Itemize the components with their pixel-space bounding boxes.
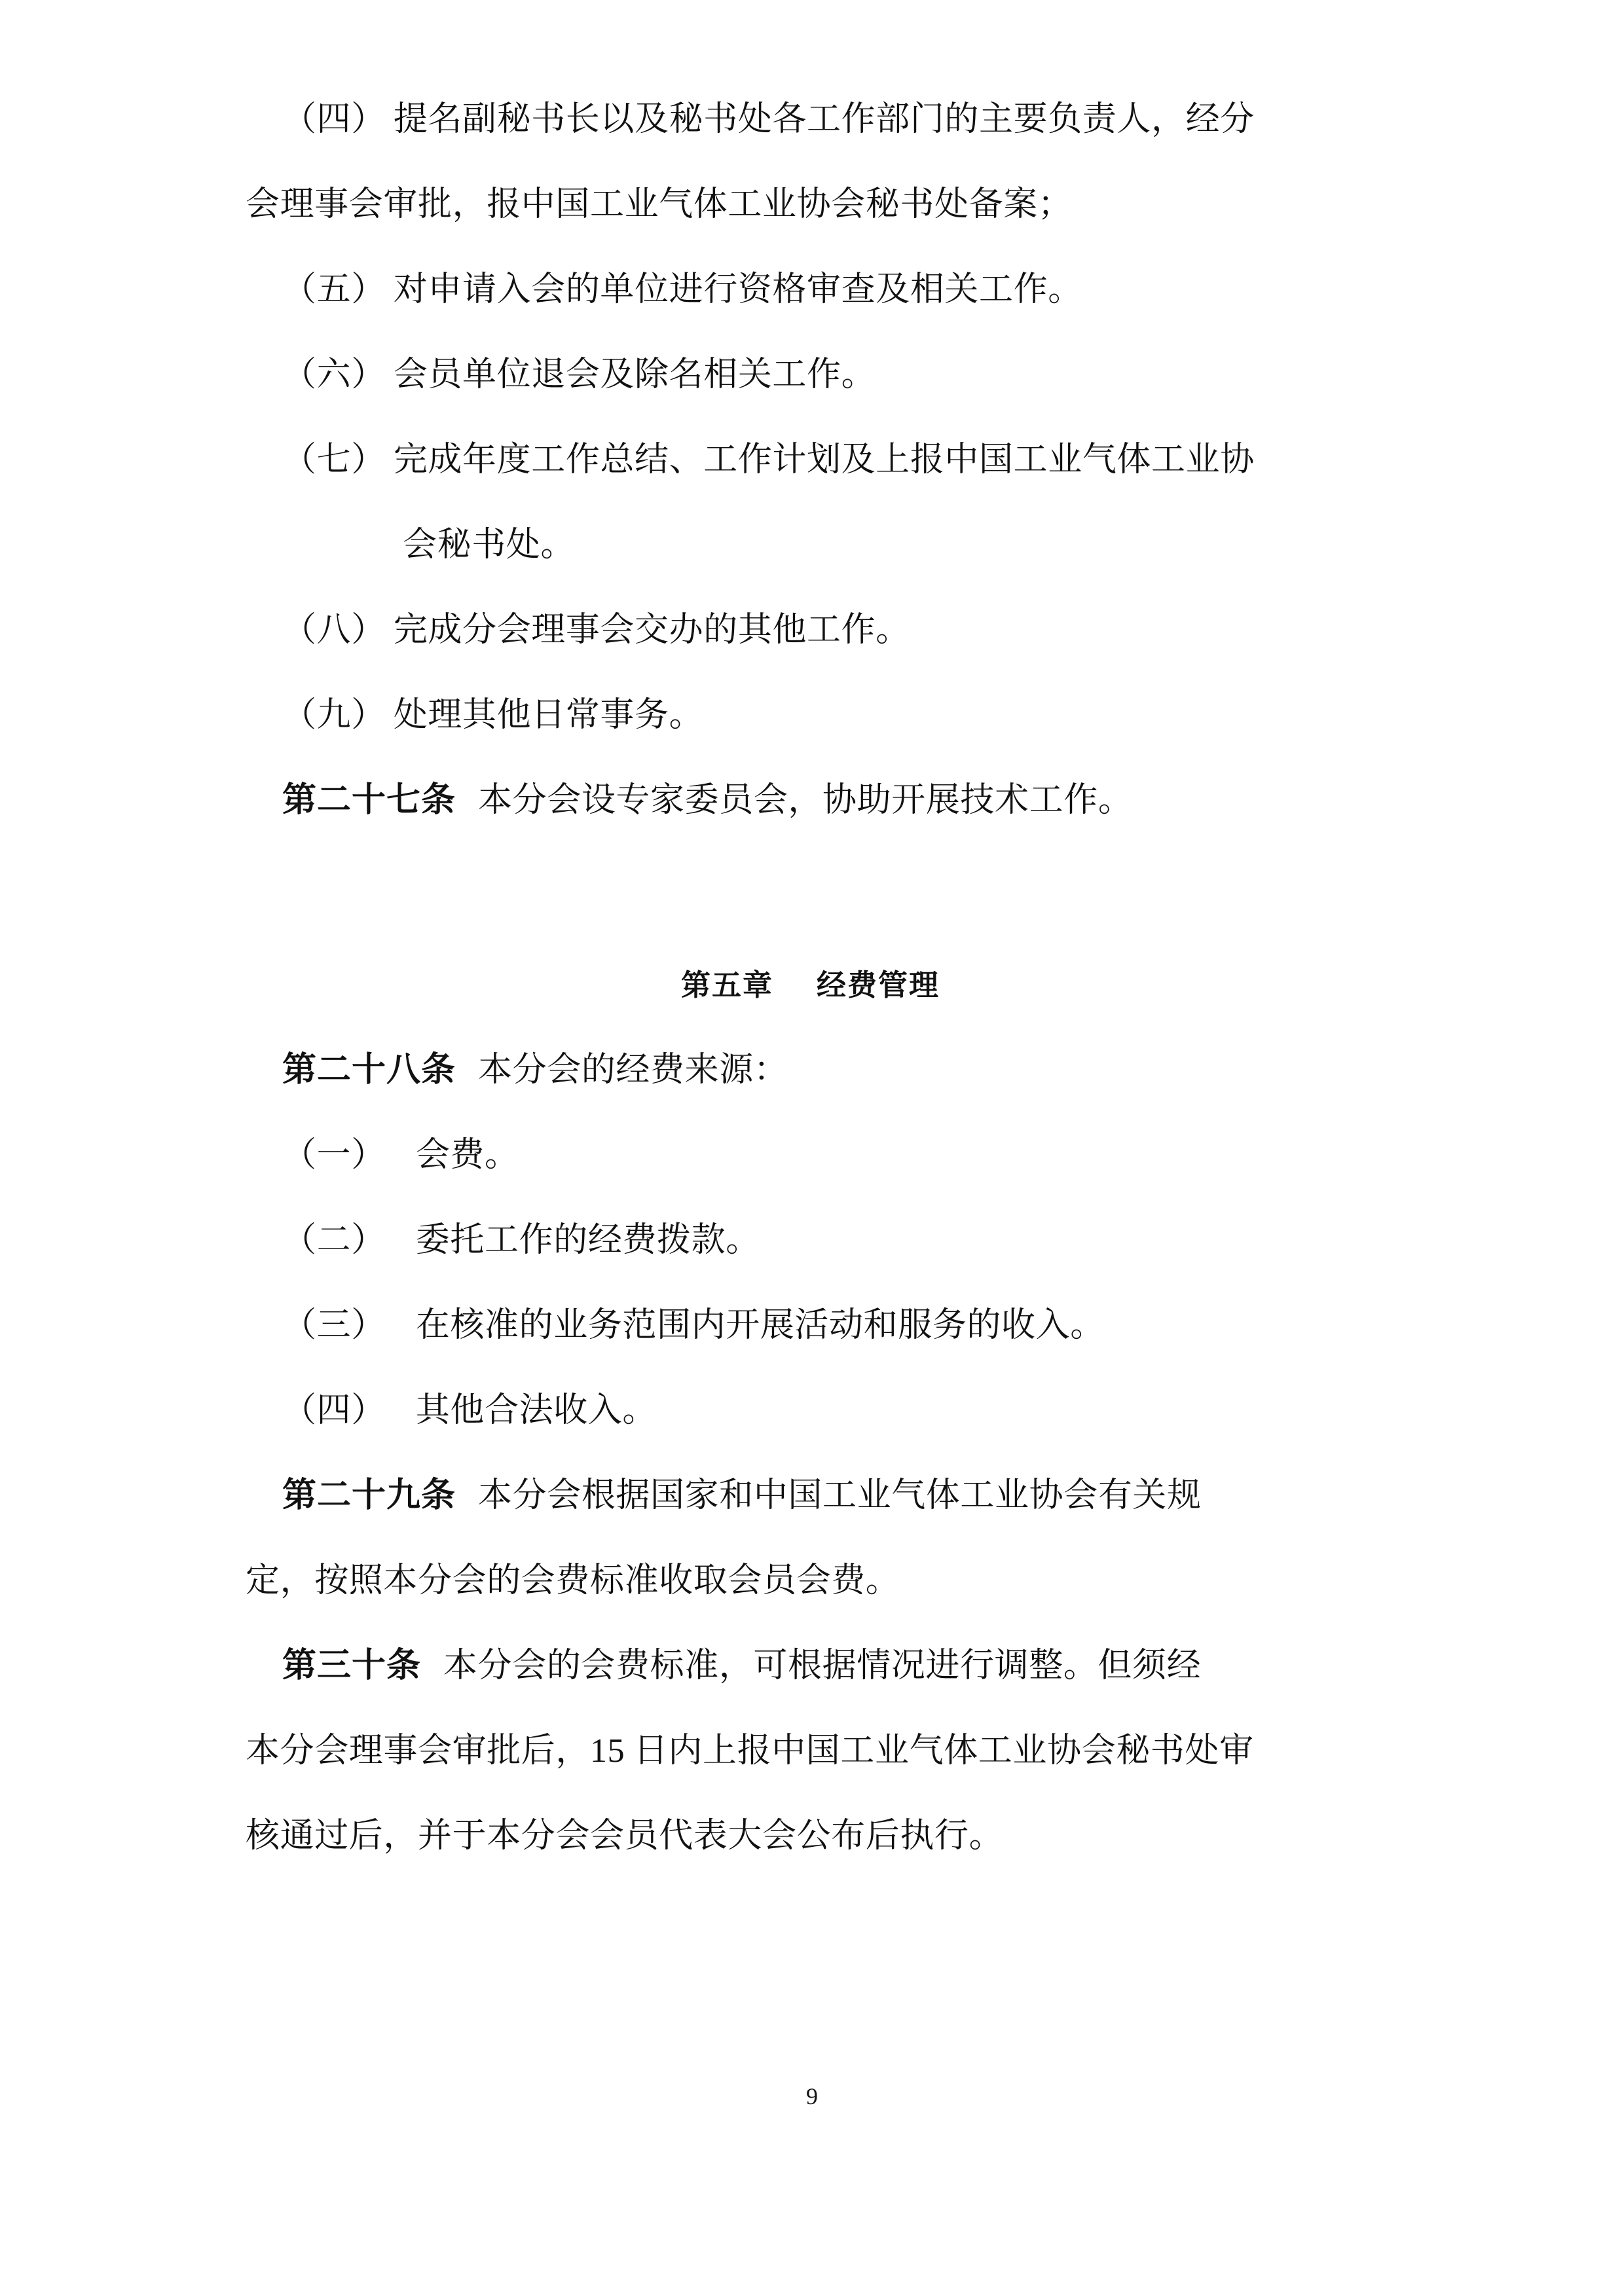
article-paragraph [246, 1028, 1375, 1113]
section-spacer [246, 843, 1375, 943]
list-item-text: 其他合法收入。 [415, 1392, 657, 1429]
list-item [246, 1198, 1375, 1283]
list-item-continuation [246, 503, 1375, 588]
list-item-marker: （九） [282, 697, 386, 734]
list-item-marker: （四） [282, 101, 386, 138]
article-label: 第二十九条 [282, 1477, 456, 1514]
article-text: 本分会理事会审批后，15 日内上报中国工业气体工业协会秘书处审 [246, 1732, 1254, 1770]
article-text: 本分会根据国家和中国工业气体工业协会有关规 [478, 1477, 1202, 1514]
document-body [246, 77, 1375, 1879]
list-item-text: 对申请入会的单位进行资格审查及相关工作。 [393, 271, 1082, 308]
list-item-text: 会理事会审批，报中国工业气体工业协会秘书处备案； [246, 186, 1073, 223]
page-number: 9 [806, 2083, 818, 2109]
article-paragraph [246, 1624, 1375, 1709]
list-item [246, 673, 1375, 758]
article-label: 第三十条 [282, 1647, 422, 1685]
chapter-title: 经费管理 [817, 969, 940, 1002]
list-item-marker: （六） [282, 356, 386, 393]
list-item [246, 247, 1375, 333]
list-item-marker: （五） [282, 271, 386, 308]
list-item [246, 588, 1375, 673]
list-item [246, 333, 1375, 418]
article-text: 本分会设专家委员会，协助开展技术工作。 [478, 782, 1133, 819]
list-item-text: 在核准的业务范围内开展活动和服务的收入。 [415, 1307, 1105, 1344]
list-item-marker: （四） [282, 1392, 386, 1429]
article-text: 定，按照本分会的会费标准收取会员会费。 [246, 1562, 900, 1599]
list-item-text: 委托工作的经费拨款。 [415, 1222, 760, 1259]
article-paragraph-continuation [246, 1709, 1375, 1794]
list-item-marker: （七） [282, 441, 386, 479]
article-paragraph-continuation [246, 1794, 1375, 1879]
list-item-marker: （二） [282, 1222, 386, 1259]
list-item [246, 77, 1375, 162]
article-label: 第二十七条 [282, 782, 456, 819]
list-item-text: 会费。 [415, 1137, 519, 1174]
list-item-continuation [246, 162, 1375, 247]
list-item-marker: （八） [282, 611, 386, 649]
article-text: 核通过后，并于本分会会员代表大会公布后执行。 [246, 1817, 1004, 1855]
list-item-marker: （一） [282, 1137, 386, 1174]
list-item [246, 1113, 1375, 1198]
chapter-number: 第五章 [680, 969, 773, 1002]
article-text: 本分会的会费标准，可根据情况进行调整。但须经 [443, 1647, 1202, 1685]
chapter-heading [246, 943, 1375, 1028]
list-item-text: 提名副秘书长以及秘书处各工作部门的主要负责人，经分 [393, 101, 1255, 138]
list-item-text: 完成年度工作总结、工作计划及上报中国工业气体工业协 [393, 441, 1255, 479]
list-item-text: 会秘书处。 [403, 526, 576, 564]
list-item-text: 完成分会理事会交办的其他工作。 [393, 611, 910, 649]
article-paragraph [246, 1453, 1375, 1539]
article-paragraph [246, 758, 1375, 843]
list-item-text: 处理其他日常事务。 [393, 697, 704, 734]
list-item [246, 1368, 1375, 1453]
article-text: 本分会的经费来源： [478, 1051, 788, 1089]
list-item-marker: （三） [282, 1307, 386, 1344]
article-label: 第二十八条 [282, 1051, 456, 1089]
list-item [246, 418, 1375, 503]
article-paragraph-continuation [246, 1539, 1375, 1624]
list-item [246, 1283, 1375, 1368]
list-item-text: 会员单位退会及除名相关工作。 [393, 356, 876, 393]
